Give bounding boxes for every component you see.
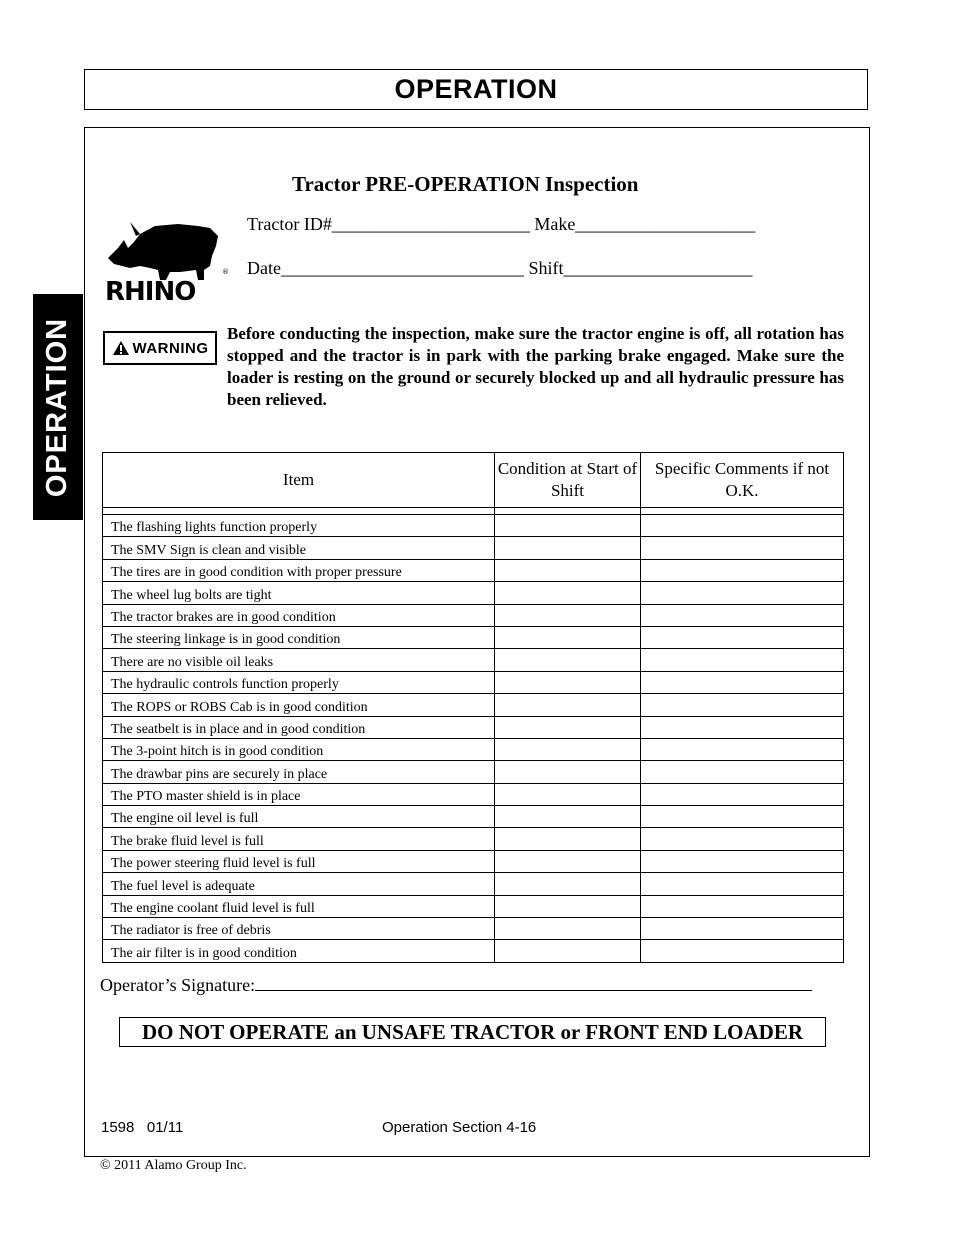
table-row (103, 895, 844, 917)
copyright: © 2011 Alamo Group Inc. (100, 1158, 247, 1173)
condition-cell[interactable] (495, 716, 641, 738)
table-row (103, 783, 844, 805)
condition-cell[interactable] (495, 850, 641, 872)
table-row (103, 694, 844, 716)
table-row (103, 918, 844, 940)
column-header-comments: Specific Comments if not O.K. (641, 453, 844, 508)
footer-section: Operation Section 4-16 (382, 1119, 537, 1136)
table-row (103, 649, 844, 671)
table-row (103, 537, 844, 559)
condition-cell[interactable] (495, 783, 641, 805)
table-row (103, 716, 844, 738)
comments-cell[interactable] (641, 873, 844, 895)
inspection-item: The 3-point hitch is in good condition (103, 738, 495, 760)
condition-cell[interactable] (495, 626, 641, 648)
inspection-item: The engine oil level is full (103, 806, 495, 828)
inspection-item: The steering linkage is in good condition (103, 626, 495, 648)
comments-cell[interactable] (641, 783, 844, 805)
side-tab-label: OPERATION (41, 317, 74, 497)
safety-notice-text: DO NOT OPERATE an UNSAFE TRACTOR or FRONT END LOADER (141, 1019, 804, 1044)
table-row (103, 761, 844, 783)
table-row (103, 738, 844, 760)
inspection-item: The SMV Sign is clean and visible (103, 537, 495, 559)
column-header-condition: Condition at Start of Shift (495, 453, 641, 508)
table-row (103, 671, 844, 693)
condition-cell[interactable] (495, 738, 641, 760)
page-title: OPERATION (394, 74, 558, 104)
comments-cell[interactable] (641, 918, 844, 940)
comments-cell[interactable] (641, 895, 844, 917)
comments-cell[interactable] (641, 694, 844, 716)
operator-signature-field (100, 975, 812, 996)
inspection-item: The hydraulic controls function properly (103, 671, 495, 693)
comments-cell[interactable] (641, 649, 844, 671)
form-title: Tractor PRE-OPERATION Inspection (292, 172, 639, 196)
condition-cell[interactable] (495, 559, 641, 581)
table-row (103, 940, 844, 962)
inspection-item: The engine coolant fluid level is full (103, 895, 495, 917)
condition-cell[interactable] (495, 604, 641, 626)
condition-cell[interactable] (495, 694, 641, 716)
comments-cell[interactable] (641, 850, 844, 872)
condition-cell[interactable] (495, 806, 641, 828)
warning-badge (103, 331, 217, 365)
svg-text:®: ® (222, 268, 229, 276)
column-header-item: Item (103, 453, 495, 508)
inspection-item: The seatbelt is in place and in good condition (103, 716, 495, 738)
comments-cell[interactable] (641, 716, 844, 738)
signature-label: Operator’s Signature: (100, 975, 256, 995)
inspection-item: The fuel level is adequate (103, 873, 495, 895)
comments-cell[interactable] (641, 738, 844, 760)
inspection-item: The ROPS or ROBS Cab is in good condition (103, 694, 495, 716)
condition-cell[interactable] (495, 940, 641, 962)
comments-cell[interactable] (641, 671, 844, 693)
comments-cell[interactable] (641, 604, 844, 626)
comments-cell[interactable] (641, 559, 844, 581)
comments-cell[interactable] (641, 940, 844, 962)
table-row (103, 850, 844, 872)
inspection-item: The flashing lights function properly (103, 515, 495, 537)
warning-text: Before conducting the inspection, make sure the tractor engine is off, all rotation has stopped and the tractor is in park with the parking brake engaged. Make sure the loader is resting on the ground or securely blocked up and all hydraulic pressure has been relieved. (227, 324, 844, 409)
condition-cell[interactable] (495, 649, 641, 671)
rhino-logo-icon (100, 218, 232, 304)
table-row (103, 873, 844, 895)
page-header (84, 69, 868, 110)
warning-triangle-icon (112, 340, 130, 356)
logo-wordmark: RHINO (105, 277, 196, 304)
comments-cell[interactable] (641, 515, 844, 537)
condition-cell[interactable] (495, 515, 641, 537)
inspection-item: The power steering fluid level is full (103, 850, 495, 872)
footer-doc-number: 1598 01/11 (101, 1119, 184, 1136)
table-row (103, 515, 844, 537)
inspection-item: The radiator is free of debris (103, 918, 495, 940)
tractor-id-make-field: Tractor ID#______________________ Make____________________ (247, 214, 756, 234)
signature-line (255, 976, 812, 991)
inspection-table (102, 452, 843, 963)
inspection-item: The wheel lug bolts are tight (103, 582, 495, 604)
table-row (103, 582, 844, 604)
condition-cell[interactable] (495, 895, 641, 917)
table-row (103, 604, 844, 626)
table-row (103, 828, 844, 850)
warning-label: WARNING (132, 339, 209, 357)
section-side-tab (33, 294, 83, 520)
table-row (103, 626, 844, 648)
comments-cell[interactable] (641, 582, 844, 604)
condition-cell[interactable] (495, 761, 641, 783)
table-row (103, 559, 844, 581)
table-row (103, 806, 844, 828)
comments-cell[interactable] (641, 828, 844, 850)
inspection-item: The tires are in good condition with proper pressure (103, 559, 495, 581)
inspection-item: The air filter is in good condition (103, 940, 495, 962)
condition-cell[interactable] (495, 918, 641, 940)
inspection-item: The brake fluid level is full (103, 828, 495, 850)
condition-cell[interactable] (495, 537, 641, 559)
inspection-item: The drawbar pins are securely in place (103, 761, 495, 783)
condition-cell[interactable] (495, 671, 641, 693)
comments-cell[interactable] (641, 537, 844, 559)
comments-cell[interactable] (641, 761, 844, 783)
inspection-item: The tractor brakes are in good condition (103, 604, 495, 626)
condition-cell[interactable] (495, 828, 641, 850)
date-shift-field: Date___________________________ Shift_____________________ (247, 258, 753, 278)
comments-cell[interactable] (641, 626, 844, 648)
inspection-item: There are no visible oil leaks (103, 649, 495, 671)
inspection-item: The PTO master shield is in place (103, 783, 495, 805)
safety-notice (119, 1017, 826, 1047)
condition-cell[interactable] (495, 582, 641, 604)
condition-cell[interactable] (495, 873, 641, 895)
comments-cell[interactable] (641, 806, 844, 828)
